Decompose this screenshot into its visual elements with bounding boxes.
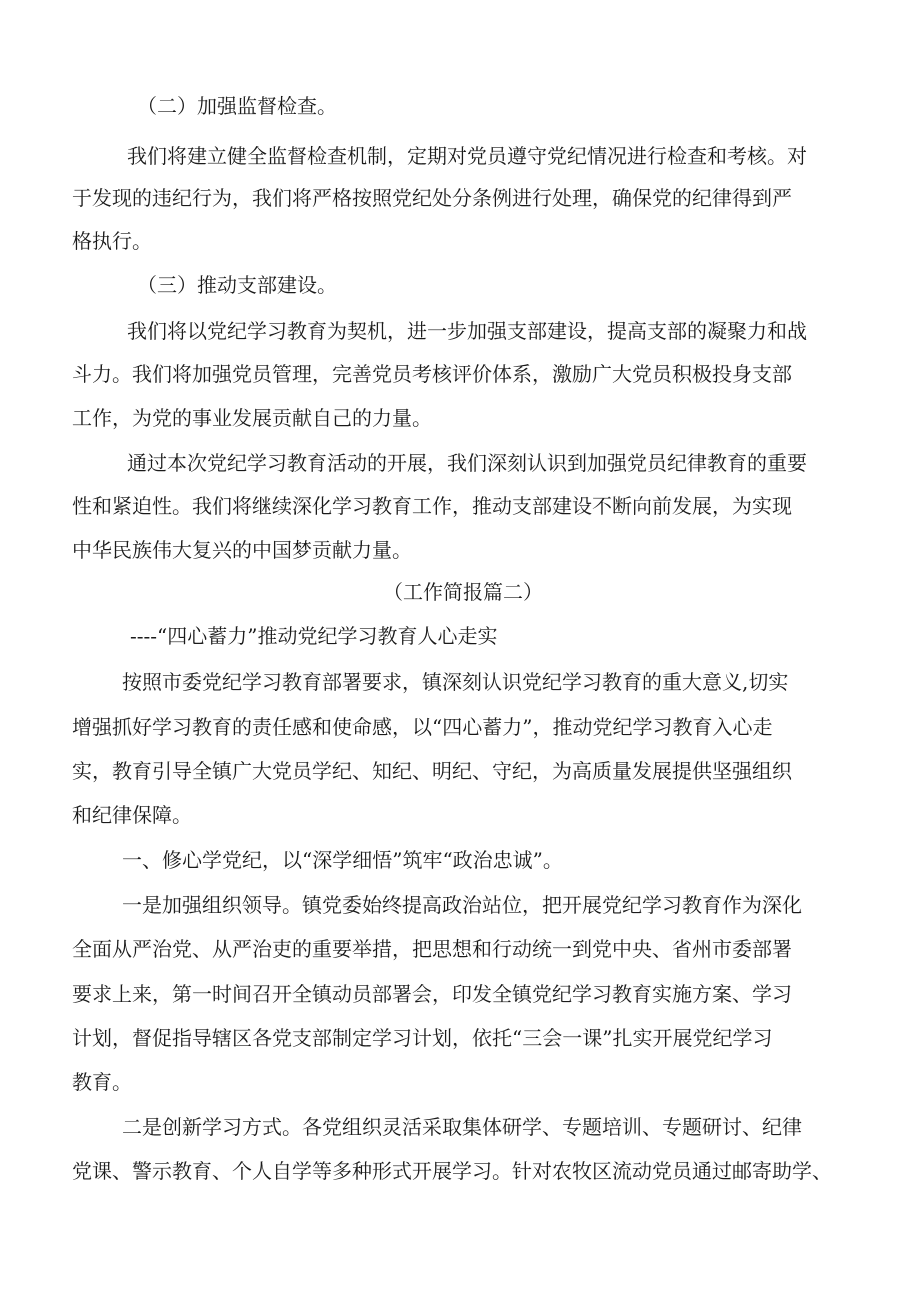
- paragraph-line: 按照市委党纪学习教育部署要求，镇深刻认识党纪学习教育的重大意义,切实: [122, 670, 789, 694]
- paragraph-line: 一是加强组织领导。镇党委始终提高政治站位，把开展党纪学习教育作为深化: [122, 893, 802, 917]
- section-heading-one: 一、修心学党纪，以“深学细悟”筑牢“政治忠诚”。: [122, 848, 563, 872]
- paragraph-line: 二是创新学习方式。各党组织灵活采取集体研学、专题培训、专题研讨、纪律: [122, 1115, 802, 1139]
- section-heading-2: （二）加强监督检查。: [137, 94, 337, 118]
- paragraph-line: 全面从严治党、从严治吏的重要举措，把思想和行动统一到党中央、省州市委部署: [72, 937, 792, 961]
- paragraph-line: 性和紧迫性。我们将继续深化学习教育工作，推动支部建设不断向前发展，为实现: [72, 494, 792, 518]
- paragraph-line: 工作，为党的事业发展贡献自己的力量。: [72, 406, 432, 430]
- paragraph-line: 要求上来，第一时间召开全镇动员部署会，印发全镇党纪学习教育实施方案、学习: [72, 982, 792, 1006]
- report-title: （工作简报篇二）: [383, 580, 543, 604]
- paragraph-line: 通过本次党纪学习教育活动的开展，我们深刻认识到加强党员纪律教育的重要: [127, 451, 807, 475]
- section-heading-3: （三）推动支部建设。: [137, 273, 337, 297]
- paragraph-line: 格执行。: [72, 229, 152, 253]
- paragraph-line: 我们将以党纪学习教育为契机，进一步加强支部建设，提高支部的凝聚力和战: [127, 319, 807, 343]
- paragraph-line: 党课、警示教育、个人自学等多种形式开展学习。针对农牧区流动党员通过邮寄助学、: [72, 1159, 832, 1183]
- paragraph-line: 我们将建立健全监督检查机制，定期对党员遵守党纪情况进行检查和考核。对: [127, 144, 807, 168]
- paragraph-line: 和纪律保障。: [72, 803, 192, 827]
- paragraph-line: 于发现的违纪行为，我们将严格按照党纪处分条例进行处理，确保党的纪律得到严: [72, 186, 792, 210]
- paragraph-line: 中华民族伟大复兴的中国梦贡献力量。: [72, 538, 412, 562]
- paragraph-line: 增强抓好学习教育的责任感和使命感，以“四心蓄力”，推动党纪学习教育入心走: [72, 715, 773, 739]
- paragraph-line: 斗力。我们将加强党员管理，完善党员考核评价体系，激励广大党员积极投身支部: [72, 362, 792, 386]
- report-subtitle: ----“四心蓄力”推动党纪学习教育人心走实: [130, 624, 498, 648]
- paragraph-line: 教育。: [72, 1070, 132, 1094]
- paragraph-line: 实，教育引导全镇广大党员学纪、知纪、明纪、守纪，为高质量发展提供坚强组织: [72, 759, 792, 783]
- paragraph-line: 计划，督促指导辖区各党支部制定学习计划，依托“三会一课”扎实开展党纪学习: [72, 1026, 773, 1050]
